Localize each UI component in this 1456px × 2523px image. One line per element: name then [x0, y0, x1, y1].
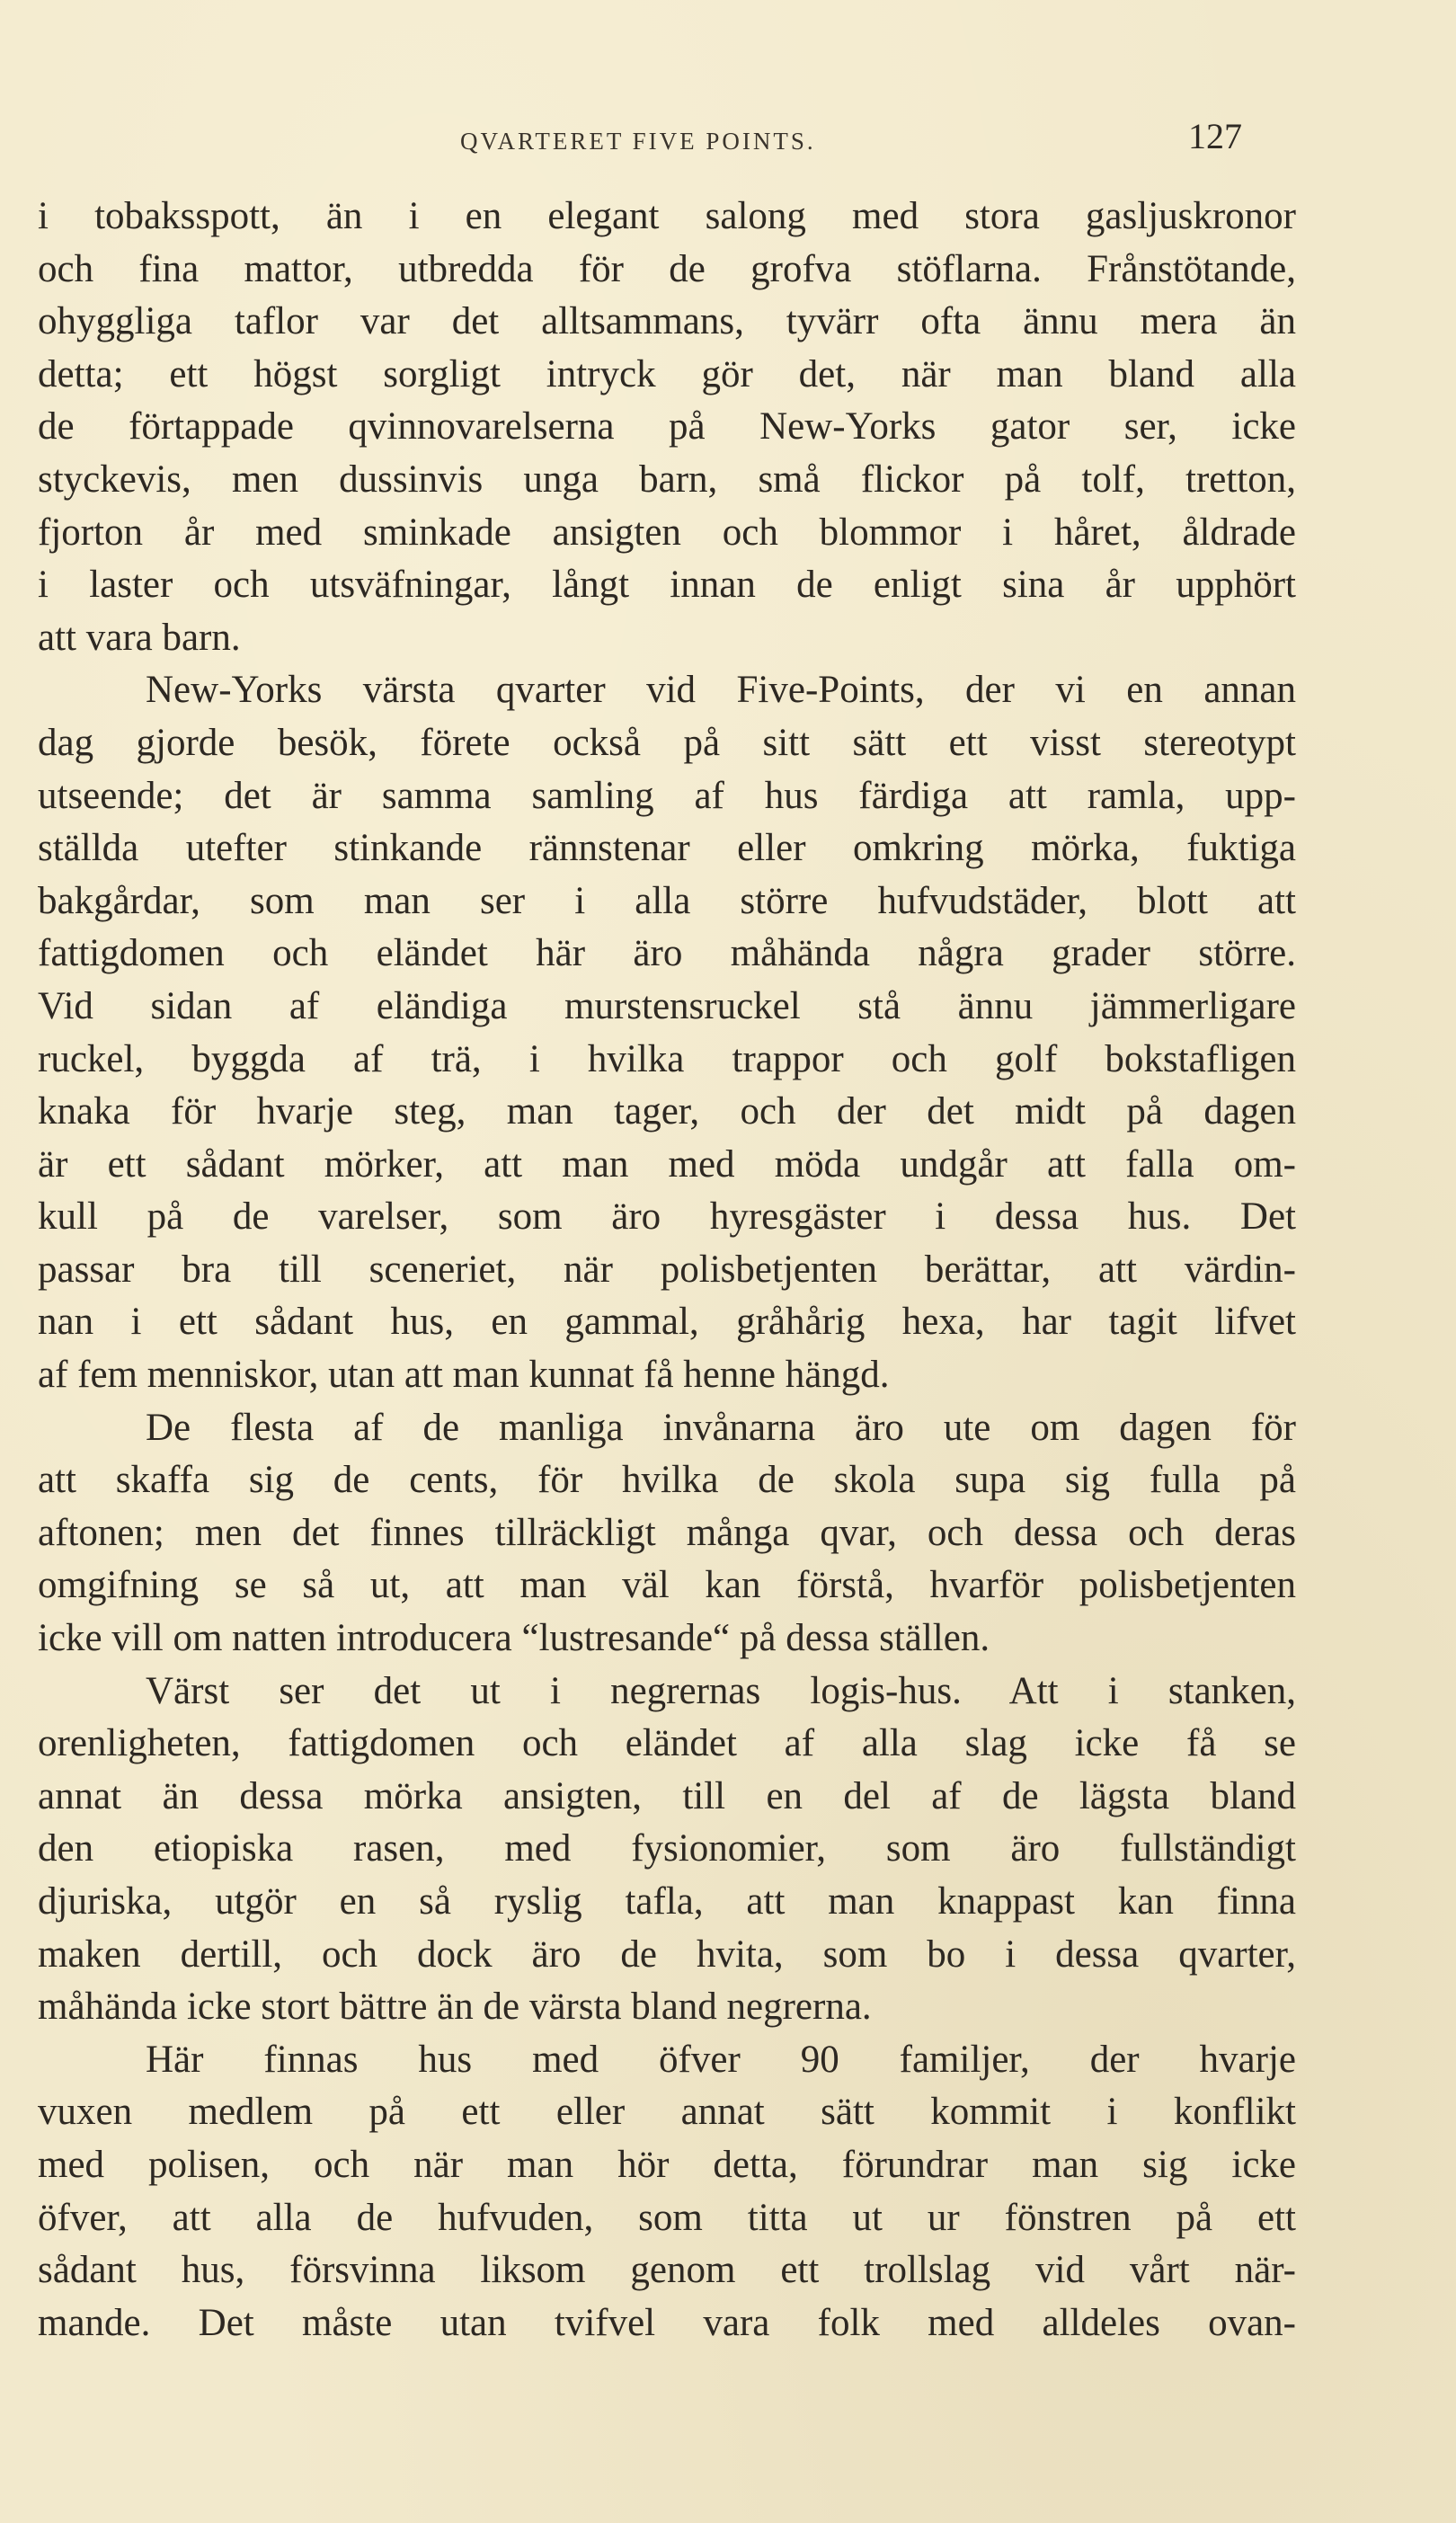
text-line: nan i ett sådant hus, en gammal, gråhårig hexa, har tagit lifvet: [38, 1301, 1296, 1344]
text-line: af fem menniskor, utan att man kunnat få henne hängd.: [38, 1354, 890, 1397]
text-line: Vid sidan af eländiga murstensruckel stå ännu jämmerligare: [38, 984, 1296, 1027]
text-line: med polisen, och när man hör detta, förundrar man sig icke: [38, 2143, 1296, 2186]
text-line: kull på de varelser, som äro hyresgäster i dessa hus. Det: [38, 1195, 1296, 1239]
text-line: måhända icke stort bättre än de värsta bland negrerna.: [38, 1986, 872, 2029]
text-line: ruckel, byggda af trä, i hvilka trappor och golf bokstafligen: [38, 1037, 1296, 1080]
text-line: ställda utefter stinkande rännstenar eller omkring mörka, fuktiga: [38, 827, 1296, 870]
text-line: ohyggliga taflor var det alltsammans, tyvärr ofta ännu mera än: [38, 300, 1296, 343]
paragraph-start: De flesta af de manliga invånarna äro ute om dagen för: [146, 1406, 1296, 1449]
paragraph-start: New-Yorks värsta qvarter vid Five-Points, der vi en annan: [146, 669, 1296, 712]
text-line: knaka för hvarje steg, man tager, och der det midt på dagen: [38, 1090, 1296, 1133]
text-line: utseende; det är samma samling af hus färdiga att ramla, upp-: [38, 774, 1296, 817]
text-line: mande. Det måste utan tvifvel vara folk med alldeles ovan-: [38, 2301, 1296, 2344]
text-line: fattigdomen och eländet här äro måhända några grader större.: [38, 932, 1296, 975]
text-line: omgifning se så ut, att man väl kan förstå, hvarför polisbetjenten: [38, 1564, 1296, 1607]
text-line: detta; ett högst sorgligt intryck gör det, när man bland alla: [38, 352, 1296, 395]
text-line: djuriska, utgör en så ryslig tafla, att man knappast kan finna: [38, 1880, 1296, 1923]
text-line: styckevis, men dussinvis unga barn, små flickor på tolf, tretton,: [38, 458, 1296, 501]
text-line: de förtappade qvinnovarelserna på New-Yorks gator ser, icke: [38, 405, 1296, 449]
text-line: i laster och utsväfningar, långt innan de enligt sina år upphört: [38, 564, 1296, 607]
text-line: i tobaksspott, än i en elegant salong med stora gasljuskronor: [38, 195, 1296, 237]
text-line: och fina mattor, utbredda för de grofva stöflarna. Frånstötande,: [38, 247, 1296, 290]
body-text: [38, 191, 1296, 2350]
text-line: öfver, att alla de hufvuden, som titta ut ur fönstren på ett: [38, 2196, 1296, 2239]
text-line: att vara barn.: [38, 616, 241, 659]
running-header: [38, 115, 1242, 169]
page-number: 127: [1188, 116, 1242, 156]
text-line: att skaffa sig de cents, för hvilka de skola supa sig fulla på: [38, 1459, 1296, 1502]
text-line: dag gjorde besök, förete också på sitt sätt ett visst stereotypt: [38, 721, 1296, 764]
text-line: aftonen; men det finnes tillräckligt många qvar, och dessa och deras: [38, 1511, 1296, 1554]
text-line: fjorton år med sminkade ansigten och blommor i håret, åldrade: [38, 511, 1296, 554]
text-line: passar bra till sceneriet, när polisbetjenten berättar, att värdin-: [38, 1248, 1296, 1291]
text-line: maken dertill, och dock äro de hvita, som bo i dessa qvarter,: [38, 1932, 1296, 1976]
paragraph-start: Värst ser det ut i negrernas logis-hus. Att i stanken,: [146, 1669, 1296, 1712]
text-line: sådant hus, försvinna liksom genom ett trollslag vid vårt när-: [38, 2249, 1296, 2292]
text-line: bakgårdar, som man ser i alla större hufvudstäder, blott att: [38, 879, 1296, 922]
text-line: orenligheten, fattigdomen och eländet af alla slag icke få se: [38, 1722, 1296, 1765]
running-title: QVARTERET FIVE POINTS.: [460, 128, 816, 155]
text-line: är ett sådant mörker, att man med möda undgår att falla om-: [38, 1142, 1296, 1186]
text-line: den etiopiska rasen, med fysionomier, som äro fullständigt: [38, 1827, 1296, 1870]
text-line: vuxen medlem på ett eller annat sätt kommit i konflikt: [38, 2091, 1296, 2134]
paragraph-start: Här finnas hus med öfver 90 familjer, der hvarje: [146, 2038, 1296, 2081]
text-line: annat än dessa mörka ansigten, till en del af de lägsta bland: [38, 1774, 1296, 1817]
text-line: icke vill om natten introducera “lustresande“ på dessa ställen.: [38, 1617, 990, 1660]
